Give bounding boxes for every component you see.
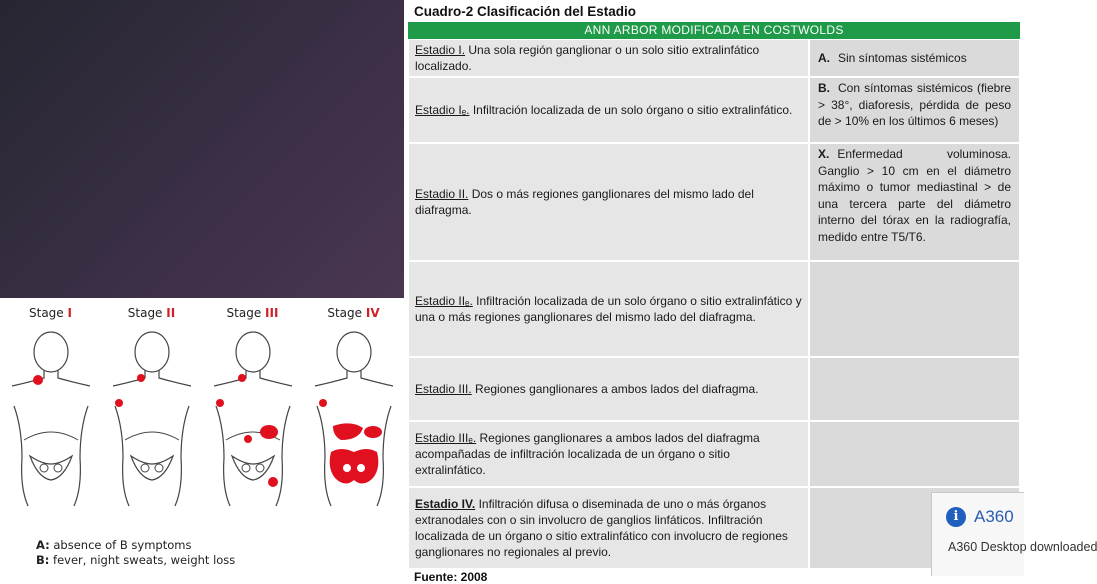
table-row [408, 143, 1020, 261]
stage-1-body-diagram [0, 328, 101, 508]
stage-cell-iii: Estadio III. Regiones ganglionares a ambos lados del diafragma. [408, 357, 809, 421]
stage-3-title: Stage III [226, 306, 279, 320]
stage-cell-i: Estadio I. Una sola región ganglionar o un solo sitio extralinfático localizado. [408, 39, 809, 77]
legend-b: B: fever, night sweats, weight loss [36, 553, 236, 567]
stage-4-column [303, 298, 404, 508]
stages-legend [36, 538, 235, 568]
table-row [408, 357, 1020, 421]
stage-4-body-diagram [303, 328, 404, 508]
symptom-cell-x: X. Enfermedad voluminosa. Ganglio > 10 cm en el diámetro máximo o tumor mediastinal > de una tercera parte del diámetro interno del tórax en la radiografía, medido entre T5/T6. [809, 143, 1020, 261]
table-row [408, 421, 1020, 487]
classification-header: ANN ARBOR MODIFICADA EN COSTWOLDS [408, 22, 1020, 39]
stage-cell-iv: Estadio IV. Infiltración difusa o diseminada de uno o más órganos extranodales con o sin involucro de ganglios linfáticos. Infiltración localizada de un órgano o sitio extralinfático con involucro de regiones ganglionares no regionales al previo. [408, 487, 809, 569]
stage-1-title: Stage I [29, 306, 72, 320]
document-source-cut: Fuente: 2008 [414, 570, 488, 584]
notification-title: A360 [974, 507, 1014, 526]
symptom-cell-empty [809, 261, 1020, 357]
table-row [408, 77, 1020, 143]
stage-cell-iiie: Estadio IIIₑ. Regiones ganglionares a ambos lados del diafragma acompañadas de infiltración localizada de un órgano o sitio extralinfático. [408, 421, 809, 487]
table-row [408, 261, 1020, 357]
stage-cell-iie: Estadio IIₑ. Infiltración localizada de un solo órgano o sitio extralinfático y una o más regiones ganglionares del mismo lado del diafragma. [408, 261, 809, 357]
table-row [408, 487, 1020, 569]
document-panel [404, 0, 1097, 584]
stage-1-column [0, 298, 101, 508]
stage-4-title: Stage IV [327, 306, 380, 320]
info-icon: i [946, 507, 966, 527]
stage-3-body-diagram [202, 328, 303, 508]
slide-background [0, 0, 404, 298]
stages-figure [0, 298, 404, 576]
stage-2-title: Stage II [127, 306, 176, 320]
stage-cell-ie: Estadio Iₑ. Infiltración localizada de un solo órgano o sitio extralinfático. [408, 77, 809, 143]
symptom-cell-empty [809, 357, 1020, 421]
symptom-cell-b: B. Con síntomas sistémicos (fiebre > 38°, diaforesis, pérdida de peso de > 10% en los últimos 6 meses) [809, 77, 1020, 143]
a360-notification[interactable] [931, 492, 1097, 576]
notification-body: A360 Desktop downloaded [948, 540, 1097, 554]
legend-a: A: absence of B symptoms [36, 538, 192, 552]
table-row [408, 39, 1020, 77]
symptom-cell-empty [809, 421, 1020, 487]
stage-2-column [101, 298, 202, 508]
document-title: Cuadro-2 Clasificación del Estadio [414, 4, 637, 19]
stage-2-body-diagram [101, 328, 202, 508]
stage-3-column [202, 298, 303, 508]
stage-cell-ii: Estadio II. Dos o más regiones ganglionares del mismo lado del diafragma. [408, 143, 809, 261]
symptom-cell-a: A. Sin síntomas sistémicos [809, 39, 1020, 77]
